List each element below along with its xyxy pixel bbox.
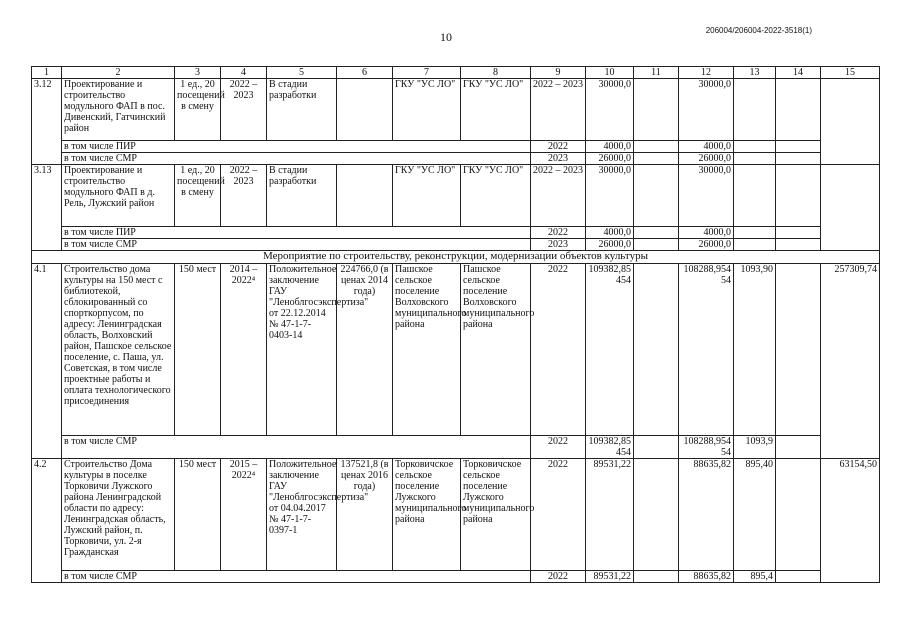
column-number: 12 xyxy=(679,67,734,79)
regional-amount: 30000,0 xyxy=(679,165,734,227)
total-amount: 109382,85454 xyxy=(586,264,634,436)
financing-year: 2022 xyxy=(531,264,586,436)
federal-amount xyxy=(634,165,679,227)
project-documentation: Положительное заключение ГАУ "Леноблгосэкспертиза" от 22.12.2014 № 47-1-7-0403-14 xyxy=(267,264,337,436)
regional-amount: 108288,95454 xyxy=(679,264,734,436)
local-amount: 1093,9 xyxy=(734,436,776,459)
object-name: Строительство дома культуры на 150 мест с библиотекой, сблокированный со спорткорпусом, по адресу: Ленинградская область, Волховский район, Пашское сельское поселение, с. Паша, ул. Советская, в том числе проектные работы и оплата технологического присоединения xyxy=(62,264,175,436)
section-header-row xyxy=(32,251,880,264)
developer: ГКУ "УС ЛО" xyxy=(461,165,531,227)
table-row xyxy=(32,239,880,251)
customer: ГКУ "УС ЛО" xyxy=(393,165,461,227)
column-number: 9 xyxy=(531,67,586,79)
total-amount: 109382,85454 xyxy=(586,436,634,459)
capacity: 1 ед., 20 посещений в смену xyxy=(175,79,221,141)
period: 2014 – 2022⁴ xyxy=(221,264,267,436)
federal-amount xyxy=(634,459,679,571)
regional-amount: 108288,95454 xyxy=(679,436,734,459)
document-id: 206004/206004-2022-3518(1) xyxy=(705,26,812,35)
total-amount: 4000,0 xyxy=(586,141,634,153)
object-name: Проектирование и строительство модульного ФАП в пос. Дивенский, Гатчинский район xyxy=(62,79,175,141)
remaining-amount xyxy=(821,165,880,251)
total-amount: 89531,22 xyxy=(586,459,634,571)
column-number: 8 xyxy=(461,67,531,79)
total-amount: 89531,22 xyxy=(586,571,634,583)
local-amount: 895,40 xyxy=(734,459,776,571)
column-number: 2 xyxy=(62,67,175,79)
financing-year: 2022 – 2023 xyxy=(531,79,586,141)
object-name: Проектирование и строительство модульного ФАП в д. Рель, Лужский район xyxy=(62,165,175,227)
column-number: 14 xyxy=(776,67,821,79)
remaining-amount: 257309,74 xyxy=(821,264,880,459)
subrow-label: в том числе ПИР xyxy=(62,227,531,239)
table-row xyxy=(32,141,880,153)
federal-amount xyxy=(634,79,679,141)
total-amount: 26000,0 xyxy=(586,239,634,251)
regional-amount: 26000,0 xyxy=(679,239,734,251)
table-row xyxy=(32,165,880,227)
regional-amount: 30000,0 xyxy=(679,79,734,141)
column-number: 1 xyxy=(32,67,62,79)
total-amount: 30000,0 xyxy=(586,79,634,141)
column-number: 5 xyxy=(267,67,337,79)
column-number: 10 xyxy=(586,67,634,79)
table-row xyxy=(32,571,880,583)
local-amount xyxy=(734,79,776,141)
capacity: 150 мест xyxy=(175,459,221,571)
program-table xyxy=(31,66,880,583)
financing-year: 2022 xyxy=(531,436,586,459)
row-number: 3.13 xyxy=(32,165,62,251)
developer: Пашское сельское поселение Волховского муниципального района xyxy=(461,264,531,436)
row-number: 4.1 xyxy=(32,264,62,459)
row-number: 4.2 xyxy=(32,459,62,583)
local-amount: 895,4 xyxy=(734,571,776,583)
financing-year: 2022 xyxy=(531,141,586,153)
column-number: 3 xyxy=(175,67,221,79)
financing-year: 2022 xyxy=(531,227,586,239)
local-amount: 1093,90 xyxy=(734,264,776,436)
customer: Торковичское сельское поселение Лужского муниципального района xyxy=(393,459,461,571)
regional-amount: 4000,0 xyxy=(679,227,734,239)
financing-year: 2023 xyxy=(531,153,586,165)
other-amount xyxy=(776,79,821,141)
table-row xyxy=(32,264,880,436)
project-documentation: Положительное заключение ГАУ "Леноблгосэкспертиза" от 04.04.2017 № 47-1-7-0397-1 xyxy=(267,459,337,571)
table-row xyxy=(32,153,880,165)
total-amount: 4000,0 xyxy=(586,227,634,239)
customer: ГКУ "УС ЛО" xyxy=(393,79,461,141)
subrow-label: в том числе СМР xyxy=(62,571,531,583)
developer: Торковичское сельское поселение Лужского муниципального района xyxy=(461,459,531,571)
total-amount: 30000,0 xyxy=(586,165,634,227)
federal-amount xyxy=(634,264,679,436)
table-row xyxy=(32,227,880,239)
subrow-label: в том числе ПИР xyxy=(62,141,531,153)
period: 2022 – 2023 xyxy=(221,79,267,141)
estimated-cost: 137521,8 (в ценах 2016 года) xyxy=(337,459,393,571)
object-name: Строительство Дома культуры в поселке Торковичи Лужского района Ленинградской области по адресу: Ленинградская область, Лужский район, п. Торковичи, ул. 2-я Гражданская xyxy=(62,459,175,571)
column-number: 6 xyxy=(337,67,393,79)
capacity: 150 мест xyxy=(175,264,221,436)
financing-year: 2022 xyxy=(531,459,586,571)
section-title: Мероприятие по строительству, реконструкции, модернизации объектов культуры xyxy=(32,251,880,264)
column-number: 15 xyxy=(821,67,880,79)
period: 2015 – 2022⁴ xyxy=(221,459,267,571)
other-amount xyxy=(776,264,821,436)
column-number: 7 xyxy=(393,67,461,79)
subrow-label: в том числе СМР xyxy=(62,239,531,251)
subrow-label: в том числе СМР xyxy=(62,436,531,459)
period: 2022 – 2023 xyxy=(221,165,267,227)
estimated-cost xyxy=(337,79,393,141)
estimated-cost xyxy=(337,165,393,227)
table-row xyxy=(32,459,880,571)
remaining-amount: 63154,50 xyxy=(821,459,880,583)
local-amount xyxy=(734,165,776,227)
other-amount xyxy=(776,165,821,227)
page-number: 10 xyxy=(440,30,452,44)
column-number: 11 xyxy=(634,67,679,79)
project-documentation: В стадии разработки xyxy=(267,165,337,227)
financing-year: 2022 – 2023 xyxy=(531,165,586,227)
capacity: 1 ед., 20 посещений в смену xyxy=(175,165,221,227)
customer: Пашское сельское поселение Волховского муниципального района xyxy=(393,264,461,436)
other-amount xyxy=(776,459,821,571)
remaining-amount xyxy=(821,79,880,165)
developer: ГКУ "УС ЛО" xyxy=(461,79,531,141)
financing-year: 2023 xyxy=(531,239,586,251)
regional-amount: 88635,82 xyxy=(679,571,734,583)
column-number: 4 xyxy=(221,67,267,79)
project-documentation: В стадии разработки xyxy=(267,79,337,141)
total-amount: 26000,0 xyxy=(586,153,634,165)
estimated-cost: 224766,0 (в ценах 2014 года) xyxy=(337,264,393,436)
regional-amount: 4000,0 xyxy=(679,141,734,153)
regional-amount: 88635,82 xyxy=(679,459,734,571)
column-number: 13 xyxy=(734,67,776,79)
regional-amount: 26000,0 xyxy=(679,153,734,165)
table-row xyxy=(32,79,880,141)
subrow-label: в том числе СМР xyxy=(62,153,531,165)
financing-year: 2022 xyxy=(531,571,586,583)
column-number-row xyxy=(32,67,880,79)
row-number: 3.12 xyxy=(32,79,62,165)
table-row xyxy=(32,436,880,459)
